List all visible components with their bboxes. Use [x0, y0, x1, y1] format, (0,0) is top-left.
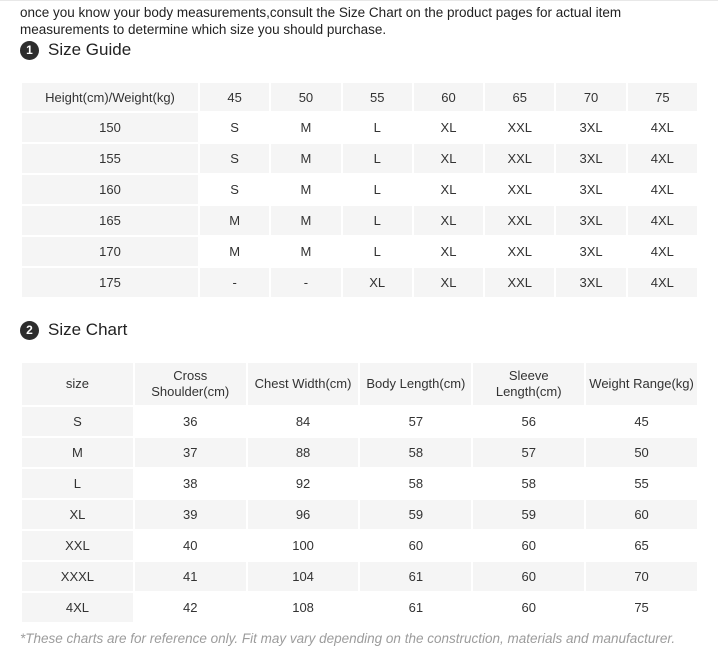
table-cell: 4XL: [628, 175, 697, 204]
table-cell: 57: [360, 407, 471, 436]
section-title: Size Chart: [48, 320, 128, 339]
column-header: 45: [200, 83, 269, 111]
table-cell: M: [271, 113, 340, 142]
table-cell: 56: [473, 407, 584, 436]
table-cell: L: [343, 237, 412, 266]
table-cell: 58: [360, 469, 471, 498]
table-cell: -: [200, 268, 269, 297]
table-cell: M: [200, 237, 269, 266]
table-cell: S: [200, 113, 269, 142]
row-header: 150: [22, 113, 198, 142]
header-row: [22, 83, 697, 111]
table-cell: XL: [414, 206, 483, 235]
column-header: 75: [628, 83, 697, 111]
table-cell: 3XL: [556, 206, 625, 235]
table-cell: 104: [248, 562, 359, 591]
table-cell: L: [343, 175, 412, 204]
row-header: M: [22, 438, 133, 467]
table-cell: 108: [248, 593, 359, 622]
table-cell: 70: [586, 562, 697, 591]
table-row: [22, 438, 697, 467]
table-cell: 4XL: [628, 237, 697, 266]
section-number-badge: 2: [20, 321, 39, 340]
table-cell: XL: [343, 268, 412, 297]
table-cell: 61: [360, 562, 471, 591]
intro-line-1: once you know your body measurements,consult the Size Chart on the product pages for actual item: [20, 5, 622, 20]
row-header: S: [22, 407, 133, 436]
section-heading-size-guide: [20, 39, 718, 61]
table-cell: 50: [586, 438, 697, 467]
table-row: [22, 144, 697, 173]
table-cell: 3XL: [556, 113, 625, 142]
footnote-text: *These charts are for reference only. Fit may vary depending on the construction, materials and manufacturer.: [20, 631, 676, 646]
table-cell: M: [271, 237, 340, 266]
table-cell: 92: [248, 469, 359, 498]
table-cell: -: [271, 268, 340, 297]
row-header: 165: [22, 206, 198, 235]
table-cell: 84: [248, 407, 359, 436]
table-row: [22, 237, 697, 266]
table-cell: 60: [586, 500, 697, 529]
row-header: XL: [22, 500, 133, 529]
table-cell: L: [343, 206, 412, 235]
table-cell: 58: [473, 469, 584, 498]
table-cell: 40: [135, 531, 246, 560]
table-row: [22, 531, 697, 560]
table-cell: M: [271, 175, 340, 204]
section-title: Size Guide: [48, 40, 132, 59]
column-header: Chest Width(cm): [248, 363, 359, 405]
table-row: [22, 562, 697, 591]
table-row: [22, 407, 697, 436]
column-header: Body Length(cm): [360, 363, 471, 405]
table-cell: 42: [135, 593, 246, 622]
table-cell: XL: [414, 268, 483, 297]
table-cell: 4XL: [628, 206, 697, 235]
row-header: 4XL: [22, 593, 133, 622]
table-cell: 3XL: [556, 237, 625, 266]
table-cell: 60: [473, 562, 584, 591]
table-cell: XXL: [485, 175, 554, 204]
table-cell: L: [343, 113, 412, 142]
size-info-page: [0, 1, 718, 646]
table-row: [22, 268, 697, 297]
table-cell: XXL: [485, 113, 554, 142]
row-header: XXXL: [22, 562, 133, 591]
table-row: [22, 175, 697, 204]
row-header: L: [22, 469, 133, 498]
table-cell: 60: [473, 531, 584, 560]
table-cell: 75: [586, 593, 697, 622]
row-header: 160: [22, 175, 198, 204]
table-cell: 36: [135, 407, 246, 436]
table-cell: 88: [248, 438, 359, 467]
size-chart-table: [20, 361, 699, 624]
table-row: [22, 469, 697, 498]
table-cell: L: [343, 144, 412, 173]
table-cell: 3XL: [556, 175, 625, 204]
column-header: 65: [485, 83, 554, 111]
table-cell: 37: [135, 438, 246, 467]
table-cell: XL: [414, 237, 483, 266]
column-header: Cross Shoulder(cm): [135, 363, 246, 405]
column-header: 50: [271, 83, 340, 111]
column-header: 70: [556, 83, 625, 111]
header-row: [22, 363, 697, 405]
table-cell: XL: [414, 175, 483, 204]
column-header: Sleeve Length(cm): [473, 363, 584, 405]
table-cell: 65: [586, 531, 697, 560]
column-header: Weight Range(kg): [586, 363, 697, 405]
table-row: [22, 206, 697, 235]
row-header: 170: [22, 237, 198, 266]
table-cell: 60: [360, 531, 471, 560]
column-header: 60: [414, 83, 483, 111]
table-cell: XL: [414, 144, 483, 173]
table-cell: S: [200, 175, 269, 204]
table-cell: 96: [248, 500, 359, 529]
table-cell: M: [271, 144, 340, 173]
table-cell: 39: [135, 500, 246, 529]
table-cell: S: [200, 144, 269, 173]
size-guide-table: [20, 81, 699, 299]
table-cell: XXL: [485, 268, 554, 297]
table-cell: XXL: [485, 237, 554, 266]
row-header: 175: [22, 268, 198, 297]
table-cell: 4XL: [628, 268, 697, 297]
column-header: size: [22, 363, 133, 405]
table-cell: 4XL: [628, 113, 697, 142]
table-cell: 59: [473, 500, 584, 529]
table-row: [22, 113, 697, 142]
table-cell: 100: [248, 531, 359, 560]
table-cell: 59: [360, 500, 471, 529]
table-cell: 38: [135, 469, 246, 498]
intro-text: [0, 1, 718, 38]
row-header: 155: [22, 144, 198, 173]
table-cell: 3XL: [556, 268, 625, 297]
table-row: [22, 593, 697, 622]
table-cell: 57: [473, 438, 584, 467]
table-cell: 60: [473, 593, 584, 622]
table-cell: 61: [360, 593, 471, 622]
column-header: 55: [343, 83, 412, 111]
table-cell: M: [200, 206, 269, 235]
table-cell: XXL: [485, 144, 554, 173]
section-number-badge: 1: [20, 41, 39, 60]
table-cell: 41: [135, 562, 246, 591]
table-cell: 45: [586, 407, 697, 436]
column-header: Height(cm)/Weight(kg): [22, 83, 198, 111]
table-cell: XL: [414, 113, 483, 142]
table-cell: XXL: [485, 206, 554, 235]
table-cell: 4XL: [628, 144, 697, 173]
table-row: [22, 500, 697, 529]
intro-line-2: measurements to determine which size you should purchase.: [20, 22, 387, 37]
table-cell: 55: [586, 469, 697, 498]
table-cell: 3XL: [556, 144, 625, 173]
table-cell: 58: [360, 438, 471, 467]
section-heading-size-chart: [20, 319, 718, 341]
table-cell: M: [271, 206, 340, 235]
row-header: XXL: [22, 531, 133, 560]
